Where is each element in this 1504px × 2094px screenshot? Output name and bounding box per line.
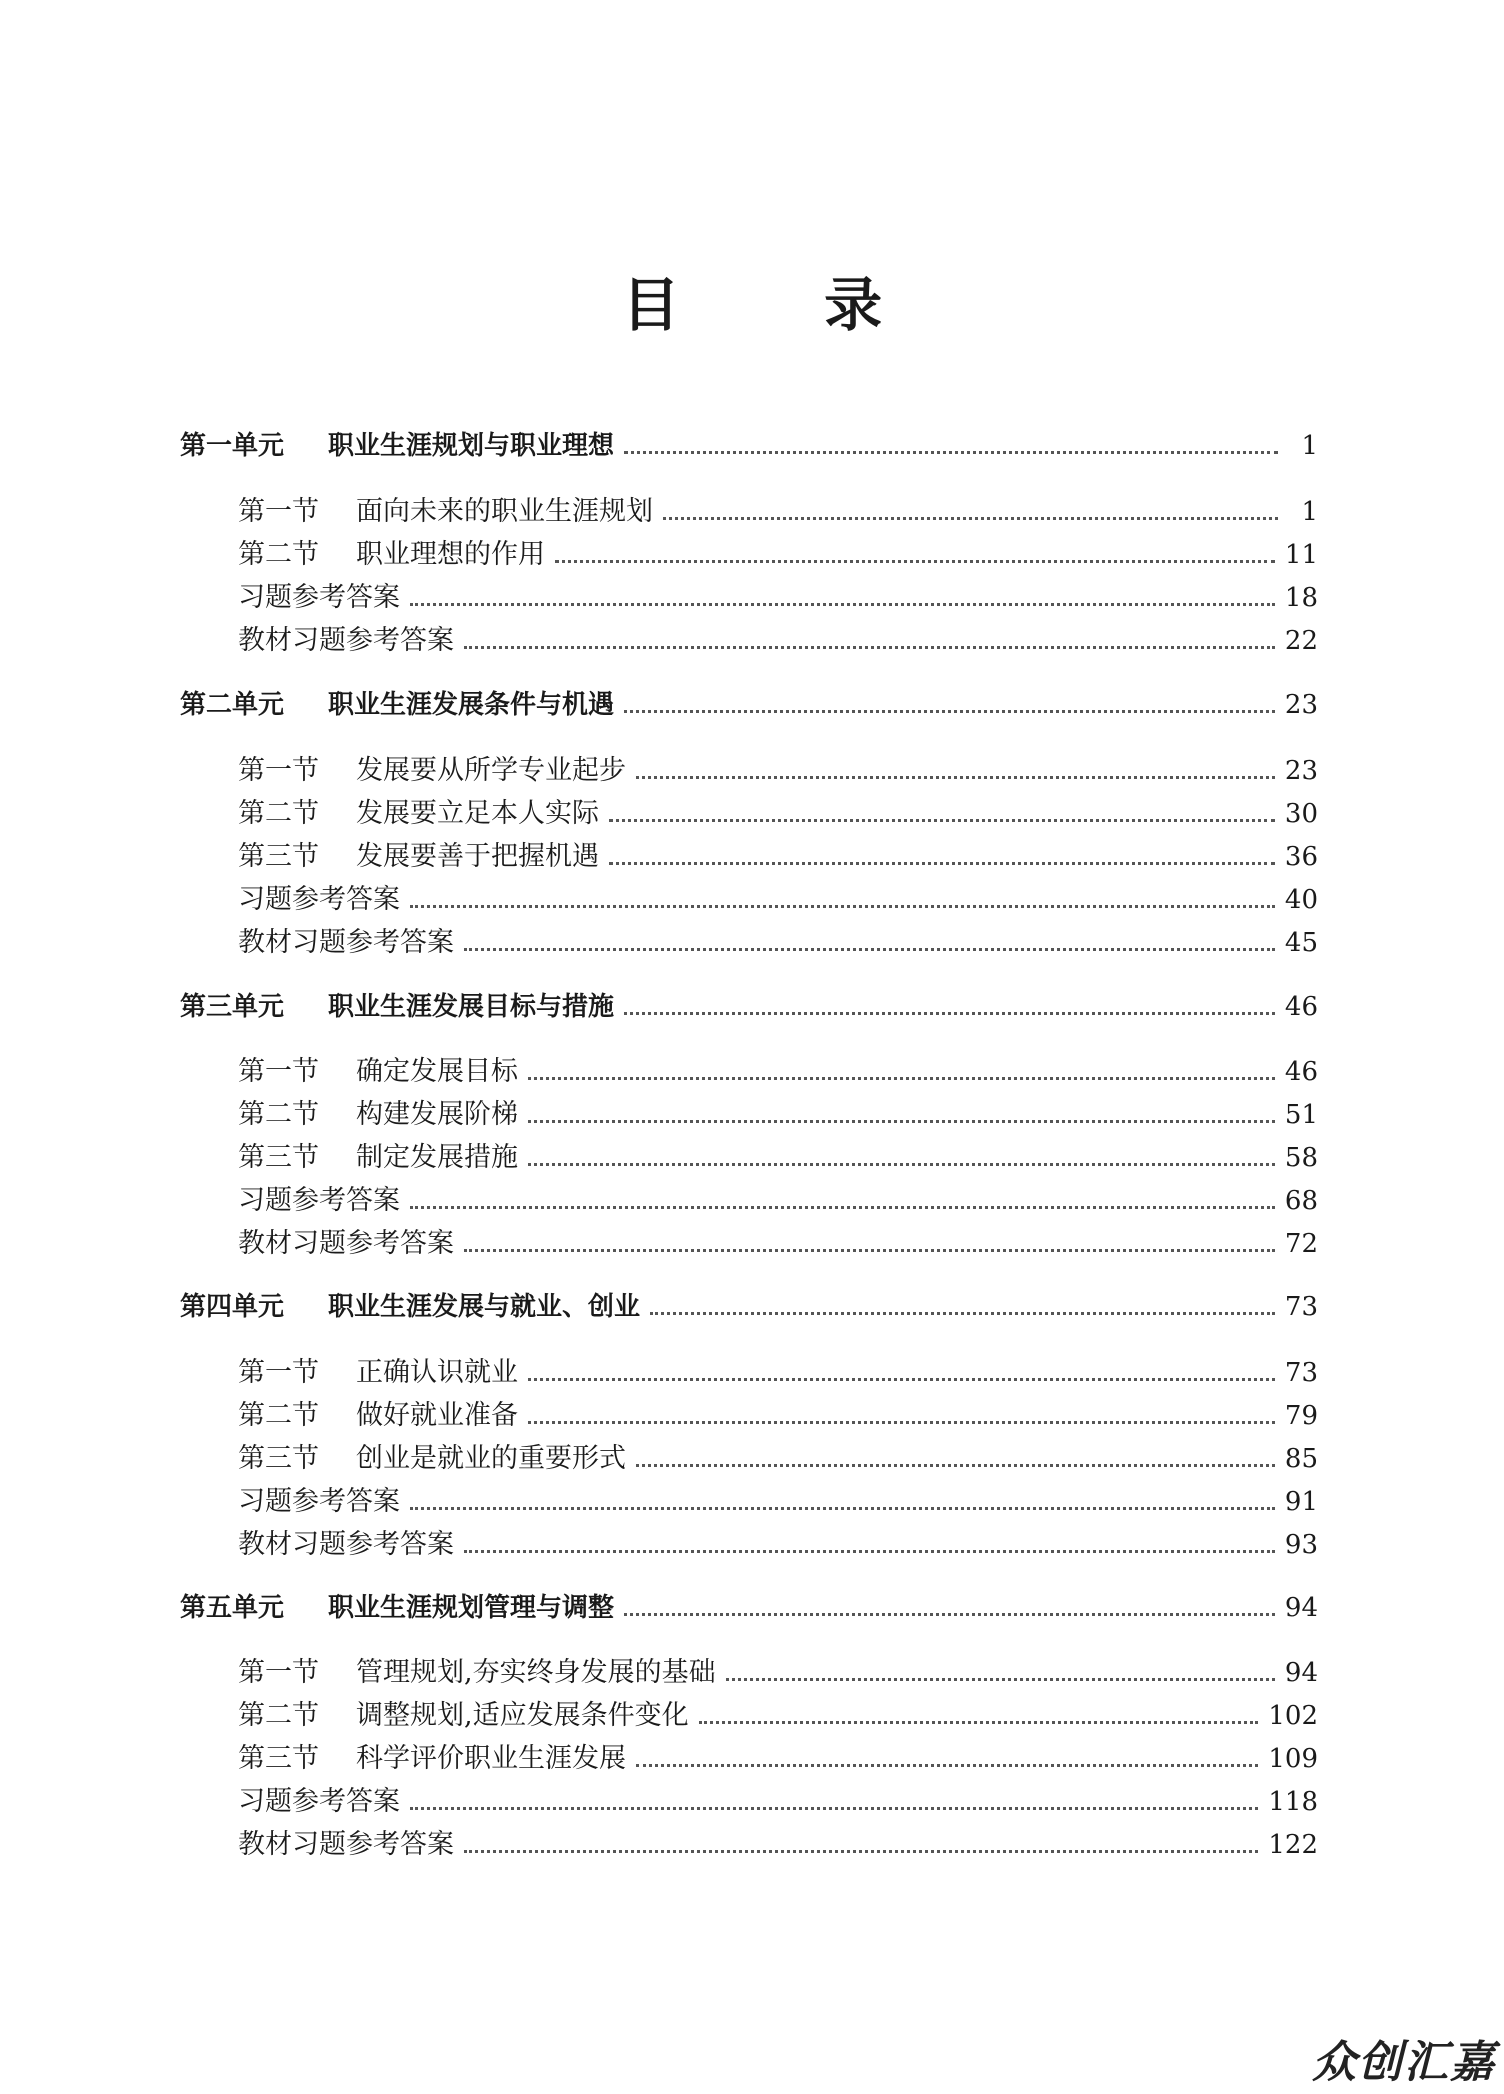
dot-leader: [528, 1163, 1275, 1166]
section-number: 第三节: [238, 1743, 319, 1774]
dot-leader: [464, 1850, 1258, 1853]
toc-section[interactable]: [238, 751, 1318, 791]
dot-leader: [528, 1378, 1275, 1381]
dot-leader: [636, 1764, 1258, 1767]
unit-number: 第三单元: [180, 992, 285, 1022]
toc-section[interactable]: [238, 923, 1318, 963]
unit-title: 职业生涯发展条件与机遇: [328, 690, 615, 720]
page-number: 85: [1284, 1444, 1318, 1474]
unit-title: 职业生涯规划与职业理想: [328, 431, 615, 461]
page-number: 73: [1284, 1292, 1318, 1322]
page-number: 102: [1268, 1701, 1318, 1731]
dot-leader: [410, 1206, 1275, 1209]
unit-number: 第四单元: [180, 1292, 285, 1322]
dot-leader: [636, 776, 1275, 779]
section-title: 科学评价职业生涯发展: [356, 1743, 626, 1774]
dot-leader: [528, 1120, 1275, 1123]
section-title: 正确认识就业: [356, 1357, 518, 1388]
section-title: 教材习题参考答案: [238, 1529, 454, 1560]
dot-leader: [624, 1012, 1275, 1015]
toc-section[interactable]: [238, 578, 1318, 618]
toc-section[interactable]: [238, 1696, 1318, 1736]
toc-section[interactable]: [238, 1138, 1318, 1178]
section-number: 第一节: [238, 1657, 319, 1688]
toc-section[interactable]: [238, 492, 1318, 532]
toc-section[interactable]: [238, 621, 1318, 661]
section-title: 面向未来的职业生涯规划: [356, 496, 653, 527]
dot-leader: [464, 1249, 1275, 1252]
section-number: 第二节: [238, 1099, 319, 1130]
toc-unit-1[interactable]: [180, 426, 1318, 466]
dot-leader: [624, 451, 1278, 454]
dot-leader: [464, 646, 1275, 649]
section-number: 第三节: [238, 1142, 319, 1173]
section-number: 第三节: [238, 1443, 319, 1474]
page-number: 73: [1284, 1358, 1318, 1388]
unit-number: 第五单元: [180, 1593, 285, 1623]
dot-leader: [410, 603, 1275, 606]
toc-section[interactable]: [238, 1653, 1318, 1693]
section-title: 教材习题参考答案: [238, 1228, 454, 1259]
dot-leader: [464, 948, 1275, 951]
dot-leader: [528, 1077, 1275, 1080]
toc-section[interactable]: [238, 880, 1318, 920]
toc-section[interactable]: [238, 794, 1318, 834]
unit-title: 职业生涯发展目标与措施: [328, 992, 615, 1022]
section-number: 第三节: [238, 841, 319, 872]
section-title: 发展要善于把握机遇: [356, 841, 599, 872]
unit-title: 职业生涯发展与就业、创业: [328, 1292, 641, 1322]
page-number: 22: [1284, 626, 1318, 656]
page-number: 79: [1284, 1401, 1318, 1431]
toc-section[interactable]: [238, 1095, 1318, 1135]
page-number: 94: [1284, 1658, 1318, 1688]
toc-section[interactable]: [238, 1353, 1318, 1393]
toc-unit-4[interactable]: [180, 1287, 1318, 1327]
page-title: 目 录: [621, 271, 945, 339]
section-number: 第二节: [238, 1700, 319, 1731]
page-number: 1: [1301, 497, 1318, 527]
page-number: 51: [1284, 1100, 1318, 1130]
section-title: 习题参考答案: [238, 582, 400, 613]
section-title: 职业理想的作用: [356, 539, 545, 570]
page-number: 118: [1268, 1787, 1318, 1817]
page-number: 23: [1284, 756, 1318, 786]
section-number: 第一节: [238, 1357, 319, 1388]
dot-leader: [699, 1721, 1259, 1724]
page-number: 93: [1284, 1530, 1318, 1560]
section-title: 习题参考答案: [238, 1786, 400, 1817]
section-title: 教材习题参考答案: [238, 1829, 454, 1860]
section-title: 管理规划,夯实终身发展的基础: [356, 1657, 716, 1688]
dot-leader: [624, 710, 1275, 713]
dot-leader: [410, 1807, 1258, 1810]
dot-leader: [726, 1678, 1275, 1681]
page-number: 23: [1284, 690, 1318, 720]
unit-number: 第二单元: [180, 690, 285, 720]
dot-leader: [410, 1507, 1275, 1510]
dot-leader: [555, 560, 1275, 563]
toc-unit-2[interactable]: [180, 685, 1318, 725]
section-number: 第二节: [238, 798, 319, 829]
page-number: 109: [1268, 1744, 1318, 1774]
dot-leader: [528, 1421, 1275, 1424]
page-number: 45: [1284, 928, 1318, 958]
toc-section[interactable]: [238, 1396, 1318, 1436]
dot-leader: [663, 517, 1278, 520]
section-number: 第二节: [238, 1400, 319, 1431]
dot-leader: [410, 905, 1275, 908]
toc-section[interactable]: [238, 1181, 1318, 1221]
toc-unit-3[interactable]: [180, 987, 1318, 1027]
watermark-logo: 众创汇嘉: [1312, 2037, 1496, 2088]
dot-leader: [624, 1613, 1275, 1616]
page-number: 18: [1284, 583, 1318, 613]
page-number: 58: [1284, 1143, 1318, 1173]
section-title: 发展要立足本人实际: [356, 798, 599, 829]
page-number: 40: [1284, 885, 1318, 915]
dot-leader: [609, 819, 1275, 822]
page-number: 1: [1301, 431, 1318, 461]
section-title: 做好就业准备: [356, 1400, 518, 1431]
page-number: 30: [1284, 799, 1318, 829]
unit-title: 职业生涯规划管理与调整: [328, 1593, 615, 1623]
page-number: 68: [1284, 1186, 1318, 1216]
toc-unit-5[interactable]: [180, 1588, 1318, 1628]
page-number: 91: [1284, 1487, 1318, 1517]
toc-section[interactable]: [238, 1482, 1318, 1522]
toc-section[interactable]: [238, 1525, 1318, 1565]
toc-section[interactable]: [238, 1052, 1318, 1092]
section-title: 确定发展目标: [356, 1056, 518, 1087]
section-title: 制定发展措施: [356, 1142, 518, 1173]
dot-leader: [650, 1312, 1275, 1315]
page-number: 46: [1284, 1057, 1318, 1087]
section-title: 创业是就业的重要形式: [356, 1443, 626, 1474]
section-title: 习题参考答案: [238, 1486, 400, 1517]
section-title: 教材习题参考答案: [238, 927, 454, 958]
toc-section[interactable]: [238, 1782, 1318, 1822]
section-title: 习题参考答案: [238, 1185, 400, 1216]
page-number: 72: [1284, 1229, 1318, 1259]
page-number: 36: [1284, 842, 1318, 872]
section-number: 第一节: [238, 1056, 319, 1087]
unit-number: 第一单元: [180, 431, 285, 461]
section-title: 调整规划,适应发展条件变化: [356, 1700, 689, 1731]
toc-section[interactable]: [238, 535, 1318, 575]
page-number: 122: [1268, 1830, 1318, 1860]
page-number: 46: [1284, 992, 1318, 1022]
toc-section[interactable]: [238, 1739, 1318, 1779]
dot-leader: [636, 1464, 1275, 1467]
section-title: 教材习题参考答案: [238, 625, 454, 656]
section-number: 第一节: [238, 755, 319, 786]
page-number: 11: [1284, 540, 1318, 570]
dot-leader: [464, 1550, 1275, 1553]
section-title: 发展要从所学专业起步: [356, 755, 626, 786]
toc-section[interactable]: [238, 837, 1318, 877]
section-number: 第二节: [238, 539, 319, 570]
section-number: 第一节: [238, 496, 319, 527]
toc-section[interactable]: [238, 1825, 1318, 1865]
toc-section[interactable]: [238, 1224, 1318, 1264]
section-title: 习题参考答案: [238, 884, 400, 915]
section-title: 构建发展阶梯: [356, 1099, 518, 1130]
page-number: 94: [1284, 1593, 1318, 1623]
dot-leader: [609, 862, 1275, 865]
toc-section[interactable]: [238, 1439, 1318, 1479]
